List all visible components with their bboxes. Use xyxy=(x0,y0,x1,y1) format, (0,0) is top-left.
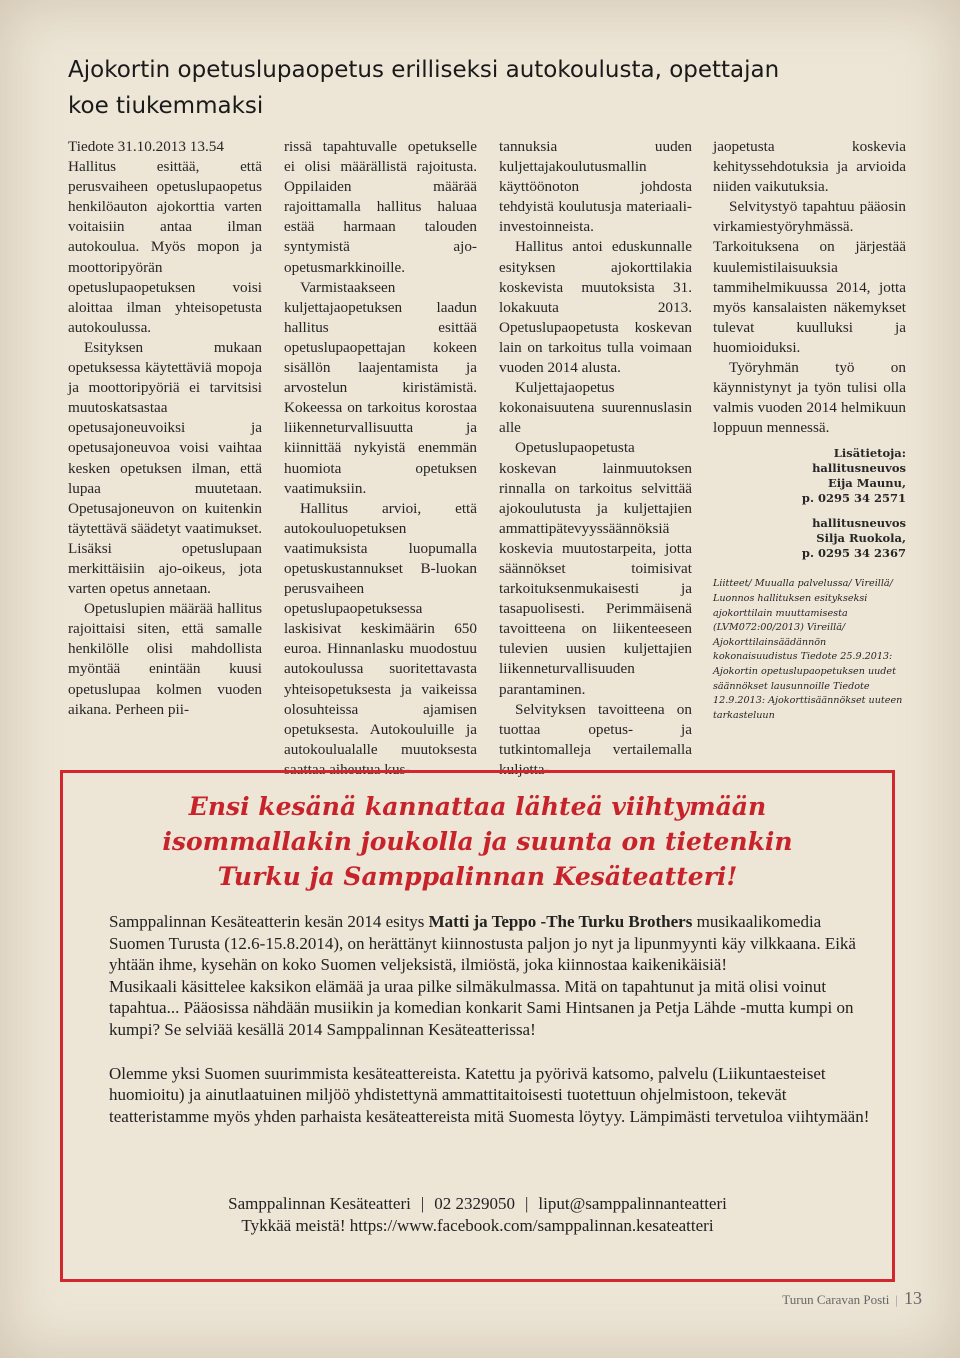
article-paragraph: Hallitus arvioi, että autokouluopetuksen vaatimuksista luopumalla opetuskustannukset B-luokan perusvaiheen opetuslupaopetuksessa laskisivat keskimäärin 650 euroa. Hinnanlasku muodostuu autokoulussa suoritettavasta yhteisopetuksesta ja vaikeissa olosuhteissa ajamisen opetuksesta. Autokouluille ja autokoulualalle muutoksesta saattaa aiheutua kus- xyxy=(284,499,477,778)
article-paragraph: Varmistaakseen kuljettajaopetuksen laadun hallitus esittää opetuslupaopettajan kokeen sisällön laajentamista ja arvostelun kiristämistä. Kokeessa on tarkoitus korostaa liikenneturvallisuutta ja kiinnittää nykyistä enemmän huomiota opetuksen vaatimuksiin. xyxy=(284,278,477,497)
separator: | xyxy=(895,1292,898,1307)
headline-line-2: koe tiukemmaksi xyxy=(68,93,264,119)
contact-name: Silja Ruokola, xyxy=(816,531,906,546)
show-title: Matti ja Teppo -The Turku Brothers xyxy=(428,912,693,931)
article-paragraph: Hallitus esittää, että perusvaiheen opetuslupaopetus henkilöauton ajokorttia varten voitaisiin antaa ilman autokoulua. Myös mopon ja moottoripyörän opetuslupaopetuksen voisi aloittaa ilman yhteisopetusta autokoulussa. xyxy=(68,158,262,336)
article-column-4 xyxy=(713,137,906,723)
ad-theater-name: Samppalinnan Kesäteatteri xyxy=(228,1194,411,1213)
article-paragraph: Hallitus antoi eduskunnalle esityksen ajokorttilakia koskevista muutoksista 31. lokakuuta 2013. Opetuslupaopetusta koskevan lain on tarkoitus tulla voimaan vuoden 2014 alusta. xyxy=(499,238,692,377)
article-paragraph: Esityksen mukaan opetuksessa käytettäviä mopoja ja moottoripyöriä ei tarvitsisi muutoskatsastaa opetusajoneuvoiksi ja opetusajoneuvoa voisi vaihtaa kesken opetuksen ilman, että lupaa muutetaan. Opetusajoneuvon on kuitenkin täytettävä säädetyt vaatimukset. Lisäksi opetuslupaan merkittäisiin ajo-oikeus, jota varten opetus annetaan. xyxy=(68,338,262,598)
contact-title: hallitusneuvos xyxy=(812,516,906,531)
contact-phone: p. 0295 34 2367 xyxy=(801,546,906,561)
page-footer xyxy=(782,1288,922,1309)
ad-headline xyxy=(63,789,892,894)
article-subheading: Kuljettajaopetus kokonaisuutena suurennuslasin alle xyxy=(499,379,692,437)
ad-body xyxy=(109,911,879,1127)
article-paragraph: Opetuslupien määrää hallitus rajoittaisi siten, että samalle henkilölle olisi mahdollista myöntää enintään kuusi opetuslupaa kolmen vuoden aikana. Perheen pii- xyxy=(68,600,262,718)
article-headline xyxy=(68,52,888,124)
ad-paragraph: Samppalinnan Kesäteatterin kesän 2014 esitys Matti ja Teppo -The Turku Brothers musikaalikomedia Suomen Turusta (12.6-15.8.2014), on herättänyt kiinnostusta paljon jo nyt ja lipunmyynti käy vilkkaana. Eikä yhtään ihme, kysehän on koko Suomen veljeksistä, ilmiöstä, joka kiinnostaa kaikenikäisiä! xyxy=(109,912,856,975)
ad-headline-line: isommallakin joukolla ja suunta on tietenkin xyxy=(162,827,793,856)
article-column-2 xyxy=(284,137,477,780)
ad-paragraph: Musikaali käsittelee kaksikon elämää ja uraa pilke silmäkulmassa. Mitä on tapahtunut ja mitä olisi voinut tapahtua... Pääosissa nähdään musiikin ja komedian konkarit Sami Hintsanen ja Petja Lähde -mutta kumpi on kumpi? Se selviää kesällä 2014 Samppalinnan Kesäteatterissa! xyxy=(109,976,854,1039)
article-paragraph: Työryhmän työ on käynnistynyt ja työn tulisi olla valmis vuoden 2014 helmikuun loppuun mennessä. xyxy=(713,359,906,437)
article-column-3 xyxy=(499,137,692,780)
contact-label: Lisätietoja: xyxy=(833,446,906,461)
contact-info xyxy=(713,446,906,561)
publication-name: Turun Caravan Posti xyxy=(782,1292,890,1307)
separator: | xyxy=(420,1194,425,1213)
contact-name: Eija Maunu, xyxy=(827,476,906,491)
page-number: 13 xyxy=(904,1288,922,1308)
references-list: Liitteet/ Muualla palvelussa/ Vireillä/ Luonnos hallituksen esitykseksi ajokorttilain muuttamisesta (LVM072:00/2013) Vireillä/ Ajokorttilainsäädännön kokonaisuudistus Tiedote 25.9.2013: Ajokortin opetuslupaopetuksen uudet säännökset lausunnoille Tiedote 12.9.2013: Ajokorttisäännökset uuteen tarkasteluun xyxy=(713,578,903,721)
ad-email-link[interactable]: liput@samppalinnanteatteri xyxy=(538,1194,727,1213)
article-paragraph: jaopetusta koskevia kehityssehdotuksia ja arvioida niiden vaikutuksia. xyxy=(713,138,906,196)
ad-phone: 02 2329050 xyxy=(434,1194,515,1213)
article-dateline: Tiedote 31.10.2013 13.54 xyxy=(68,138,224,155)
ad-paragraph: Olemme yksi Suomen suurimmista kesäteattereista. Katettu ja pyörivä katsomo, palvelu (Liikuntaesteiset huomioitu) ja ainutlaatuinen miljöö yhdistettynä ammattitaitoisesti tuotettuun ohjelmistoon, tekevät teatteristamme myös yhden parhaista kesäteattereista mitä Suomesta löytyy. Lämpimästi tervetuloa viihtymään! xyxy=(109,1063,870,1126)
article-paragraph: Opetuslupaopetusta koskevan lainmuutoksen rinnalla on tarkoitus selvittää ajokoulutusta ja kuljettajien ammattipätevyyssäännöksiä koskevia muutostarpeita, jotta säännökset toimisivat tarkoituksenmukaisesti ja tasapuolisesti. Perimmäisenä tavoitteena on liikenteeseen tulevien uusien kuljettajien liikenneturvallisuuden parantaminen. xyxy=(499,439,692,698)
article-paragraph: rissä tapahtuvalle opetukselle ei olisi määrällistä rajoitusta. Oppilaiden määrää rajoittamalla hallitus haluaa estää harmaan talouden syntymistä ajo-opetusmarkkinoille. xyxy=(284,138,477,276)
article-paragraph: Selvityksen tavoitteena on tuottaa opetus- ja tutkintomalleja vertailemalla kuljetta- xyxy=(499,700,692,778)
article-column-1 xyxy=(68,137,262,720)
article-paragraph: tannuksia uuden kuljettajakoulutusmallin käyttöönoton johdosta tehdyistä koulutusja materiaali-investoinneista. xyxy=(499,138,692,236)
ad-headline-line: Turku ja Samppalinnan Kesäteatteri! xyxy=(217,862,738,891)
ad-contact-footer xyxy=(63,1193,892,1236)
ad-headline-line: Ensi kesänä kannattaa lähteä viihtymään xyxy=(188,792,767,821)
contact-title: hallitusneuvos xyxy=(812,461,906,476)
separator: | xyxy=(525,1194,529,1213)
article-paragraph: Selvitystyö tapahtuu pääosin virkamiestyöryhmässä. Tarkoituksena on järjestää kuulemistilaisuuksia tammihelmikuussa 2014, jotta myös kansalaisten näkemykset tulevat kuulluksi ja huomioiduksi. xyxy=(713,198,906,356)
ad-facebook-link[interactable]: Tykkää meistä! https://www.facebook.com/samppalinnan.kesateatteri xyxy=(241,1215,714,1235)
theater-advertisement xyxy=(60,770,895,1282)
headline-line-1: Ajokortin opetuslupaopetus erilliseksi autokoulusta, opettajan xyxy=(68,57,780,83)
contact-phone: p. 0295 34 2571 xyxy=(801,491,906,506)
